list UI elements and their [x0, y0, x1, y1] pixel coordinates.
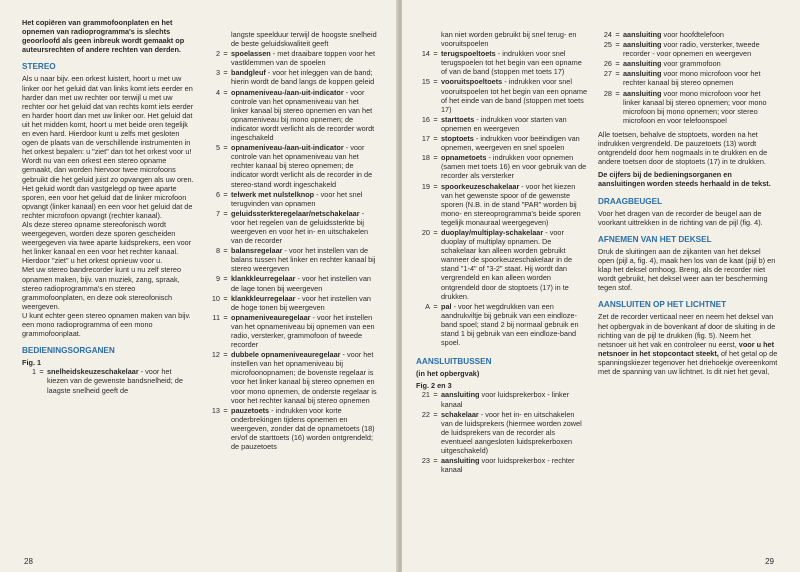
- list-item: [416, 410, 588, 455]
- item-text: - voor het kiezen van het gewenste spoor of de gewenste sporen (N.B. in de stand "PAR" worden bij mono- en stereoprogramma's beide sporen tegelijk monauraal weergegeven): [441, 181, 581, 227]
- equals-sign: =: [433, 456, 438, 466]
- figure-reference: Fig. 1: [22, 358, 42, 368]
- item-description: [441, 182, 588, 227]
- list-item: [598, 30, 778, 39]
- equals-sign: =: [223, 246, 228, 256]
- item-text: voor radio, versterker, tweede recorder - voor opnemen en weergeven: [623, 40, 760, 59]
- item-number: 8: [215, 246, 220, 256]
- item-text: voor luidsprekerbox - rechter kanaal: [441, 456, 575, 475]
- list-item: [598, 89, 778, 125]
- equals-sign: =: [223, 293, 228, 303]
- mains-text: of het getal op de spanningskiezer tegenover het driehoekje overeenkomt met de spanning van uw lichtnet. Is dit niet het geval,: [598, 348, 778, 376]
- item-description: [231, 209, 378, 245]
- item-number: A: [425, 301, 430, 311]
- equals-sign: =: [615, 69, 620, 79]
- item-term: pal: [441, 301, 452, 311]
- item-number: 1: [31, 367, 36, 377]
- item-text: - voor het regelen van de geluidssterkte bij weergeven en voor het in- en uitschakelen van de recorder: [231, 208, 369, 246]
- item-description: [231, 294, 378, 312]
- item-term: balansregelaar: [231, 246, 283, 256]
- item-text: voor hoofdtelefoon: [661, 30, 724, 39]
- item-number: 12: [211, 350, 220, 360]
- item-term: stoptoets: [441, 134, 474, 144]
- item-description: [441, 410, 588, 455]
- item-text: - indrukken voor beëindigen van opnemen, weergeven en snel spoelen: [441, 134, 580, 153]
- item-term: aansluiting: [623, 88, 662, 98]
- stereo-paragraph: Met uw stereo bandrecorder kunt u nu zelf stereo opnamen maken, bijv. van muziek, zang, spraak, stereo radioprogramma's en stereo grammofoonplaten, en deze ook stereofonisch weergeven.: [22, 265, 181, 311]
- connection-list: [416, 390, 588, 474]
- item-number: 10: [211, 293, 220, 303]
- control-list: [416, 49, 588, 347]
- item-description: [231, 68, 378, 86]
- list-item: [206, 406, 378, 451]
- connections-heading: AANSLUITBUSSEN: [416, 357, 492, 367]
- lid-paragraph: Druk de sluitingen aan de zijkanten van het deksel open (pijl a, fig. 4), maak hen los van de kaat (pijl b) en klap het deksel omhoog. Breng, als de recorder niet wordt gebruikt, het deksel weer aan ter bescherming tegen stof.: [598, 246, 776, 293]
- list-item: [416, 49, 588, 76]
- item-number: 7: [215, 208, 220, 218]
- item-text: voor luidsprekerbox - linker kanaal: [441, 390, 570, 409]
- item-number: 14: [421, 49, 430, 59]
- item-description: [623, 30, 778, 39]
- item-text: - voor controle van het opnameniveau van het linker kanaal bij stereo opnemen en van het opnameniveau bij mono opnemen; de indicator wordt verlicht als de recorder wordt ingeschakeld: [231, 87, 375, 143]
- item-text: voor mono microfoon voor het linker kanaal bij stereo opnemen; voor mono microfoon bij mono opnemen; voor stereo microfoon en voor telefoonspoel: [623, 88, 767, 125]
- item-number: 22: [421, 409, 430, 419]
- figure-reference: Fig. 2 en 3: [416, 381, 452, 391]
- item-term: telwerk met nulstelknop: [231, 189, 315, 199]
- item-text: voor mono microfoon voor het rechter kanaal bij stereo opnemen: [623, 69, 761, 88]
- item-text: - met draaibare toppen voor het vastklemmen van de spoelen: [231, 49, 375, 68]
- buttons-paragraph: Alle toetsen, behalve de stoptoets, worden na het indrukken vergrendeld. De pauzetoets (13) wordt ontgrendeld door hem nogmaals in te drukken en de andere toetsen door de stoptoets (17) in te drukken.: [598, 129, 768, 167]
- item-text: - voor het instellen van de balans tussen het linker en rechter kanaal bij stereo weergeven: [231, 246, 376, 274]
- item-text: - voor het kiezen van de gewenste bandsnelheid; de laagste snelheid geeft de: [47, 367, 183, 395]
- equals-sign: =: [223, 405, 228, 415]
- item-text: - indrukken voor opnemen (samen met toets 16) en voor gebruik van de recorder als versterker: [441, 153, 587, 181]
- list-item: [206, 313, 378, 349]
- mains-emphasis: voor u het netsnoer in het stopcontact steekt,: [598, 339, 775, 358]
- item-description: [231, 350, 378, 405]
- list-item: [416, 134, 588, 152]
- item-text: - voor controle van het opnameniveau van het rechter kanaal bij stereo opnemen; de indicator wordt verlicht als de recorder in de stereo-stand wordt ingeschakeld: [231, 143, 373, 189]
- item-number: 15: [421, 77, 430, 87]
- item-number: 28: [603, 88, 612, 98]
- page-number: 28: [24, 557, 33, 566]
- item-text: kan niet worden gebruikt bij snel terug- en vooruitspoelen: [441, 30, 577, 49]
- item-text: - indrukken voor starten van opnemen en weergeven: [441, 114, 567, 133]
- equals-sign: =: [433, 227, 438, 237]
- left-page: [0, 0, 398, 572]
- list-item: [416, 228, 588, 301]
- right-column-2: [598, 30, 778, 380]
- equals-sign: =: [615, 88, 620, 98]
- mains-heading: AANSLUITEN OP HET LICHTNET: [598, 300, 727, 310]
- item-description: [231, 313, 378, 349]
- mains-text: Zet de recorder verticaal neer en neem het deksel van het opbergvak in de bovenkant af door de sluiting in de richting van de pijl te drukken (fig. 5). Neem het netsnoer uit het vak en controleer nu eerst,: [598, 312, 776, 349]
- item-term: starttoets: [441, 114, 475, 124]
- item-text: voor grammofoon: [661, 59, 721, 69]
- equals-sign: =: [223, 143, 228, 153]
- item-number: 18: [421, 153, 430, 163]
- equals-sign: =: [433, 49, 438, 59]
- item-number: 6: [215, 189, 220, 199]
- equals-sign: =: [433, 114, 438, 124]
- equals-sign: =: [223, 49, 228, 59]
- item-term: aansluiting: [623, 59, 662, 69]
- list-item: [206, 246, 378, 273]
- list-item: [416, 153, 588, 180]
- item-description: [441, 456, 588, 474]
- item-number: 26: [603, 59, 612, 69]
- item-description: [231, 88, 378, 143]
- item-term: klankkleurregelaar: [231, 293, 296, 303]
- left-column-2: [206, 30, 378, 452]
- item-description: [441, 77, 588, 113]
- list-item: [598, 40, 778, 58]
- stereo-heading: STEREO: [22, 62, 56, 72]
- item-description: [231, 190, 378, 208]
- right-page: [402, 0, 800, 572]
- item-description: [231, 246, 378, 273]
- item-number: 21: [421, 390, 430, 400]
- list-item: [416, 302, 588, 347]
- item-term: dubbele opnameniveauregelaar: [231, 350, 341, 360]
- equals-sign: =: [223, 208, 228, 218]
- item-term: terugspoeltoets: [441, 49, 496, 59]
- item-text: - voor het snel terugvinden van opnamen: [231, 189, 363, 208]
- control-item-continuation: [206, 30, 378, 48]
- equals-sign: =: [615, 40, 620, 50]
- equals-sign: =: [223, 274, 228, 284]
- control-list: [206, 49, 378, 451]
- item-term: geluidssterkteregelaar/netschakelaar: [231, 208, 360, 218]
- list-item: [206, 68, 378, 86]
- item-description: [623, 59, 778, 68]
- item-term: spoelassen: [231, 49, 271, 59]
- item-term: schakelaar: [441, 409, 479, 419]
- item-term: aansluiting: [441, 390, 480, 400]
- item-term: vooruitspoeltoets: [441, 77, 503, 87]
- stereo-paragraph: Als u naar bijv. een orkest luistert, hoort u met uw linker oor het geluid dat van links komt iets eerder en harder dan met uw rechter oor terwijl u met uw rechter oor het geluid dat van rechts komt iets eerder en harder hoort dan met uw linker oor. Het geluid dat uit het midden komt, hoort u met beide oren tegelijk en even hard. Hierdoor kunt u zelfs met gesloten ogen de plaats van de verschillende instrumenten in het orkest bepalen: u "ziet" dan tot het orkest voor u!: [22, 74, 194, 157]
- equals-sign: =: [433, 409, 438, 419]
- item-description: [623, 40, 778, 58]
- numbers-note: De cijfers bij de bedieningsorganen en aansluitingen worden steeds herhaald in de tekst.: [598, 170, 771, 189]
- lid-heading: AFNEMEN VAN HET DEKSEL: [598, 234, 712, 244]
- item-text: - voor het instellen van het opnameniveau bij opnemen van een radio, versterker, grammofoon of tweede recorder: [231, 312, 375, 350]
- equals-sign: =: [433, 153, 438, 163]
- item-number: 2: [215, 49, 220, 59]
- stereo-paragraph: U kunt echter geen stereo opnamen maken van bijv. een mono radioprogramma of een mono grammofoonplaat.: [22, 310, 191, 339]
- control-item-continuation: [416, 30, 588, 48]
- item-description: [441, 49, 588, 76]
- item-text: - indrukken voor korte onderbrekingen tijdens opnemen en weergeven, zonder dat de opnametoets (18) en/of de starttoets (16) worden ontgrendeld; de pauzetoets: [231, 405, 375, 452]
- item-number: 27: [603, 69, 612, 79]
- controls-heading: BEDIENINGSORGANEN: [22, 346, 115, 356]
- item-description: [47, 367, 194, 394]
- item-term: aansluiting: [623, 40, 662, 50]
- item-text: - voor het instellen van de lage tonen bij weergeven: [231, 274, 371, 293]
- item-description: [441, 115, 588, 133]
- item-term: aansluiting: [623, 30, 662, 39]
- item-term: bandgleuf: [231, 68, 266, 78]
- right-column-1: [416, 30, 588, 475]
- equals-sign: =: [615, 30, 620, 39]
- item-term: snelheidskeuzeschakelaar: [47, 367, 139, 377]
- item-number: 17: [421, 134, 430, 144]
- item-text: - voor duoplay of multiplay opnamen. De schakelaar kan alleen worden gebruikt wanneer de spoorkeuzeschakelaar in de stand "1-4" of "3-2" staat. Hij wordt dan vergrendeld en kan alleen worden ontgrendeld door de stoptoets (17) in te drukken.: [441, 227, 573, 301]
- list-item: [598, 59, 778, 68]
- equals-sign: =: [223, 312, 228, 322]
- equals-sign: =: [223, 350, 228, 360]
- item-text: - voor het inleggen van de band; hierin wordt de band langs de koppen geleid: [231, 68, 375, 87]
- item-number: 16: [421, 114, 430, 124]
- item-description: [623, 69, 778, 87]
- item-number: 13: [211, 405, 220, 415]
- connections-subheading: (in het opbergvak): [416, 369, 480, 379]
- mains-paragraph: [598, 312, 778, 376]
- list-item: [206, 190, 378, 208]
- item-term: duoplay/multiplay-schakelaar: [441, 227, 544, 237]
- item-term: spoorkeuzeschakelaar: [441, 181, 520, 191]
- item-description: [623, 89, 778, 125]
- item-number: 11: [212, 312, 220, 322]
- page-number: 29: [765, 557, 774, 566]
- item-number: 24: [603, 30, 612, 39]
- item-text: - indrukken voor snel terugspoelen tot het begin van een opname of van de band (stoppen met toets 17): [441, 49, 582, 77]
- equals-sign: =: [433, 77, 438, 87]
- stereo-paragraph: Als deze stereo opname stereofonisch wordt weergegeven, worden deze sporen gescheiden weergegeven via twee aparte luidsprekers, een voor het linker kanaal en een voor het rechter kanaal. Hierdoor "ziet" u het orkest opnieuw voor u.: [22, 219, 192, 266]
- handle-paragraph: Voor het dragen van de recorder de beugel aan de voorkant uittrekken in de richting van de pijl (fig. 4).: [598, 208, 763, 227]
- item-term: pauzetoets: [231, 405, 270, 415]
- item-number: 20: [421, 227, 430, 237]
- item-text: - voor het in- en uitschakelen van de luidsprekers (hiermee worden zowel de luidsprekers van de recorder als eventueel aangesloten luidsprekerboxen uitgeschakeld): [441, 409, 582, 456]
- list-item: [206, 209, 378, 245]
- list-item: [206, 294, 378, 312]
- list-item: [206, 88, 378, 143]
- item-description: [231, 274, 378, 292]
- item-description: [441, 390, 588, 408]
- equals-sign: =: [433, 181, 438, 191]
- item-text: - voor het instellen van de hoge tonen bij weergeven: [231, 293, 371, 312]
- list-item: [206, 350, 378, 405]
- control-item: [22, 367, 194, 394]
- left-column-1: [22, 18, 194, 396]
- item-number: 4: [215, 87, 220, 97]
- item-description: [231, 49, 378, 67]
- equals-sign: =: [39, 367, 44, 377]
- list-item: [206, 274, 378, 292]
- item-number: 5: [215, 143, 220, 153]
- item-term: opnameniveauregelaar: [231, 312, 311, 322]
- list-item: [416, 77, 588, 113]
- item-text: langste speelduur terwijl de hoogste snelheid de beste geluidskwaliteit geeft: [231, 30, 377, 49]
- item-text: - indrukken voor snel vooruitspoelen tot het begin van een opname of het einde van de band (stoppen met toets 17): [441, 77, 588, 114]
- list-item: [416, 456, 588, 474]
- item-number: 9: [215, 274, 220, 284]
- item-number: 19: [421, 181, 430, 191]
- item-term: opnametoets: [441, 153, 487, 163]
- stereo-paragraph: Wordt nu van een orkest een stereo opname gemaakt, dan worden hiervoor twee microfoons gebruikt die het geluid juist zo opvangen als uw oren. Het geluid wordt dan vastgelegd op twee aparte sporen, een voor het geluid dat de linker microfoon opvangt (linker kanaal) en een voor het geluid dat de rechter microfoon opvangt (rechter kanaal).: [22, 156, 194, 220]
- equals-sign: =: [223, 68, 228, 78]
- item-number: 3: [215, 68, 220, 78]
- item-description: [231, 143, 378, 188]
- equals-sign: =: [615, 59, 620, 69]
- equals-sign: =: [433, 134, 438, 144]
- list-item: [598, 69, 778, 87]
- item-text: - voor het wegdrukken van een aandrukviltje bij gebruik van een eindloze-band spoel; stand 2 bij normaal gebruik en stand 1 bij gebruik van een eindloze-band spoel.: [441, 301, 579, 348]
- equals-sign: =: [223, 189, 228, 199]
- item-term: aansluiting: [623, 69, 662, 79]
- list-item: [416, 182, 588, 227]
- equals-sign: =: [433, 390, 438, 400]
- item-description: [231, 406, 378, 451]
- list-item: [206, 143, 378, 188]
- item-term: klankkleurregelaar: [231, 274, 296, 284]
- item-term: aansluiting: [441, 456, 480, 466]
- item-text: - voor het instellen van het opnameniveau bij microfoonopnamen; de bovenste regelaar is voor het linker kanaal bij stereo opnemen en voor mono opnemen, de onderste regelaar is voor het rechter kanaal bij stereo opnemen: [231, 350, 377, 405]
- equals-sign: =: [223, 87, 228, 97]
- copyright-notice: Het copiëren van grammofoonplaten en het opnemen van radioprogramma's is slechts geoorloofd als geen inbreuk wordt gemaakt op auteursrechten of andere rechten van derden.: [22, 18, 185, 55]
- item-description: [441, 228, 588, 301]
- list-item: [416, 390, 588, 408]
- item-term: opnameniveau-/aan-uit-indicator: [231, 143, 344, 153]
- item-number: 23: [421, 456, 430, 466]
- item-term: opnameniveau-/aan-uit-indicator: [231, 87, 344, 97]
- item-number: 25: [603, 40, 612, 50]
- list-item: [416, 115, 588, 133]
- handle-heading: DRAAGBEUGEL: [598, 196, 663, 206]
- item-description: [441, 302, 588, 347]
- list-item: [206, 49, 378, 67]
- item-description: [441, 153, 588, 180]
- connection-list: [598, 30, 778, 125]
- equals-sign: =: [433, 301, 438, 311]
- item-description: [441, 134, 588, 152]
